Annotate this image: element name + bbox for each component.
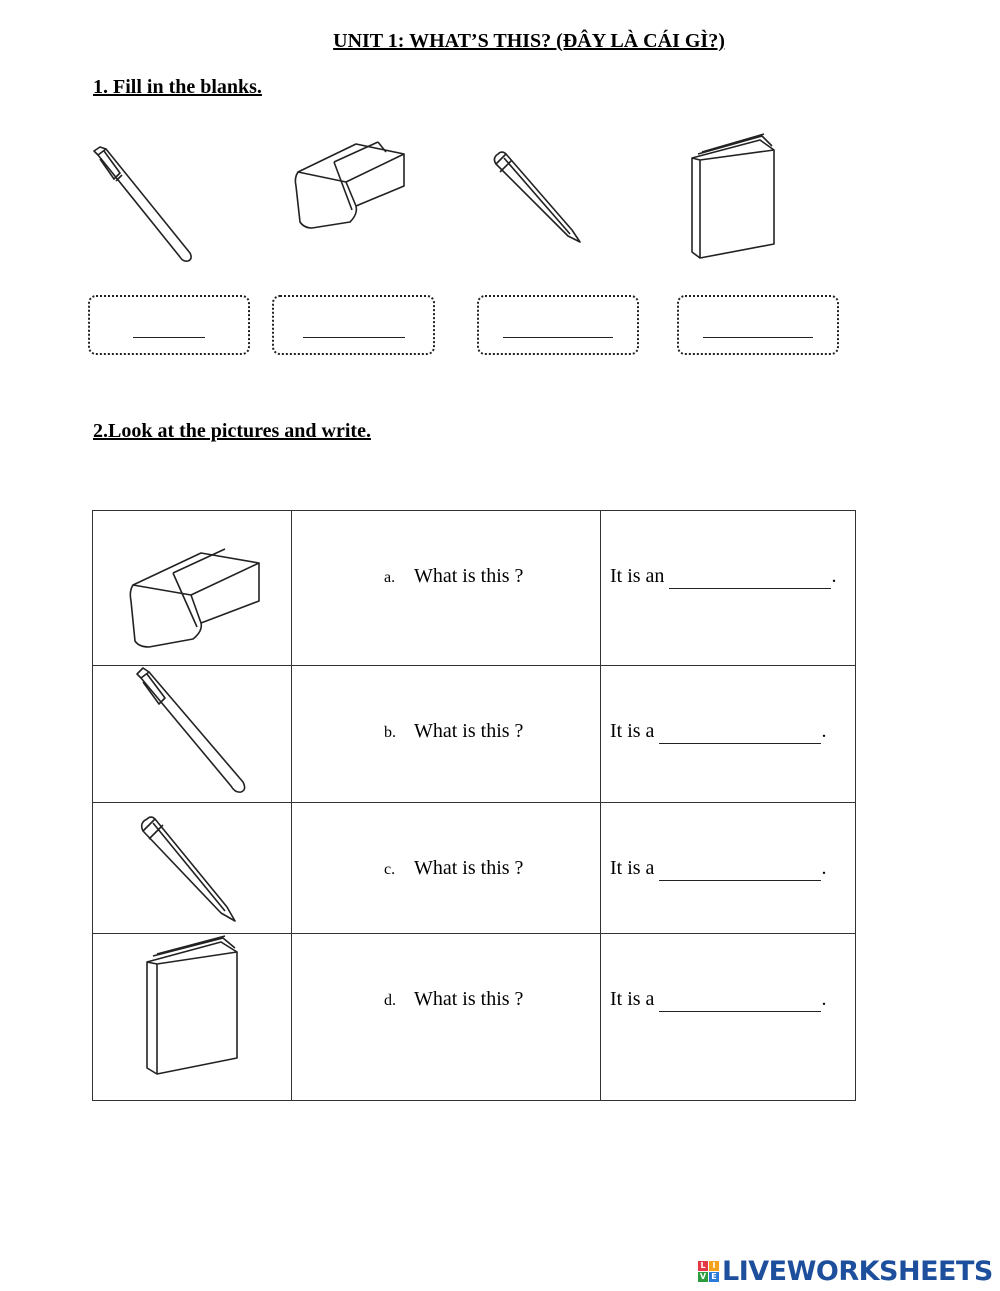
answer-input-d[interactable]: [659, 988, 821, 1012]
answer-suffix: .: [821, 857, 827, 879]
question-letter: a.: [384, 569, 396, 586]
pen-icon: [133, 666, 253, 796]
answer-input-c[interactable]: [659, 857, 821, 881]
logo-blocks-icon: [698, 1261, 719, 1282]
answer-input-1[interactable]: [133, 313, 205, 338]
answer-input-4[interactable]: [703, 313, 813, 338]
logo-block: V: [699, 1272, 707, 1281]
picture-cell: [93, 511, 292, 666]
blank-box-4: [677, 295, 839, 355]
answer-input-3[interactable]: [503, 313, 613, 338]
blank-box-3: [477, 295, 639, 355]
answer-prefix: It is a: [610, 720, 655, 742]
table-row: [93, 666, 856, 803]
question-letter: b.: [384, 724, 396, 741]
question-letter: c.: [384, 861, 396, 878]
table-row: [93, 934, 856, 1101]
picture-cell: [93, 666, 292, 803]
section2-heading: 2.Look at the pictures and write.: [93, 420, 371, 442]
eraser-icon: [109, 527, 279, 652]
table-row: [93, 511, 856, 666]
answer-prefix: It is an: [610, 565, 665, 587]
logo-text: LIVEWORKSHEETS: [722, 1256, 993, 1287]
question-text: What is this ?: [414, 857, 524, 879]
exercise-table: [92, 510, 856, 1101]
question-text: What is this ?: [414, 565, 524, 587]
blank-box-1: [88, 295, 250, 355]
answer-prefix: It is a: [610, 857, 655, 879]
pen-icon: [92, 145, 198, 265]
liveworksheets-logo: [698, 1256, 993, 1287]
answer-input-b[interactable]: [659, 720, 821, 744]
blank-box-2: [272, 295, 435, 355]
answer-suffix: .: [831, 565, 837, 587]
answer-suffix: .: [821, 720, 827, 742]
book-icon: [143, 934, 243, 1079]
worksheet-title: UNIT 1: WHAT’S THIS? (ĐÂY LÀ CÁI GÌ?): [333, 30, 725, 52]
logo-block: L: [698, 1261, 708, 1271]
question-text: What is this ?: [414, 988, 524, 1010]
logo-block: I: [709, 1261, 719, 1271]
pencil-icon: [139, 815, 239, 925]
logo-block: E: [709, 1272, 719, 1282]
picture-cell: [93, 934, 292, 1101]
pencil-icon: [492, 150, 584, 245]
picture-cell: [93, 803, 292, 934]
eraser-icon: [278, 122, 428, 234]
question-letter: d.: [384, 992, 396, 1009]
answer-prefix: It is a: [610, 988, 655, 1010]
answer-input-2[interactable]: [303, 313, 405, 338]
question-text: What is this ?: [414, 720, 524, 742]
answer-suffix: .: [821, 988, 827, 1010]
answer-input-a[interactable]: [669, 566, 831, 589]
book-icon: [688, 132, 778, 262]
section1-heading: 1. Fill in the blanks.: [93, 76, 262, 98]
table-row: [93, 803, 856, 934]
